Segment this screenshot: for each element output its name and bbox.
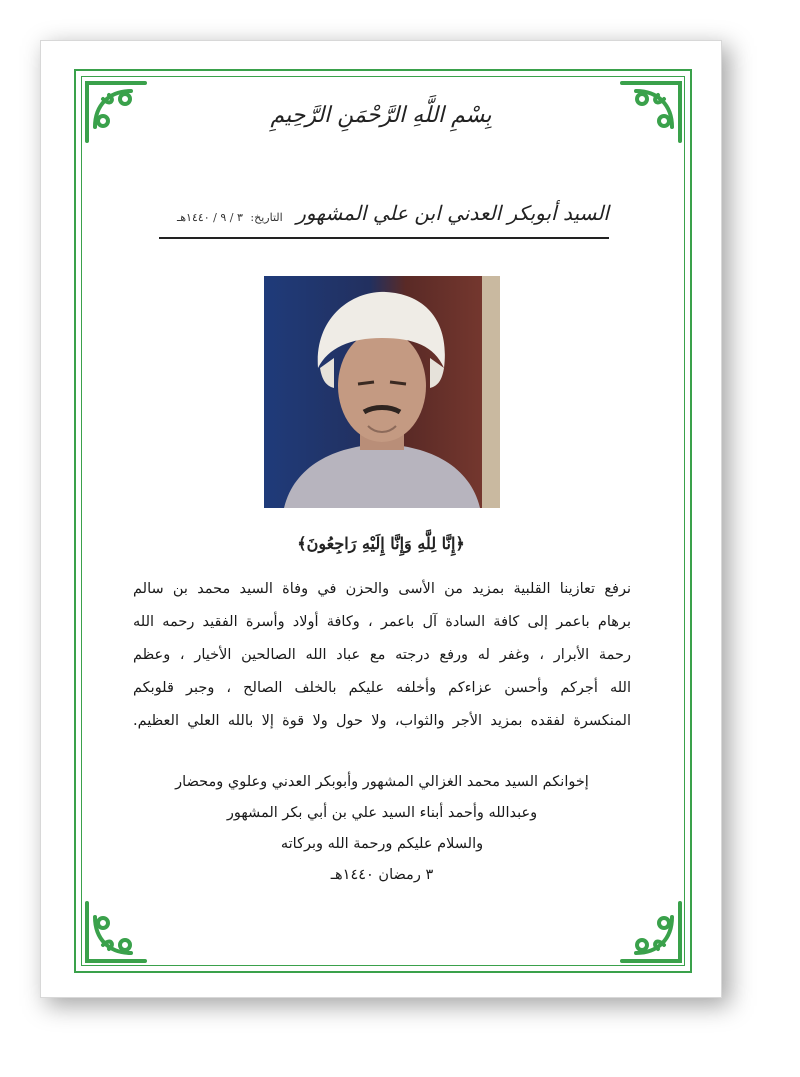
corner-ornament-icon xyxy=(81,77,151,147)
signoff-senders: إخوانكم السيد محمد الغزالي المشهور وأبوبكر العدني وعلوي ومحضار xyxy=(175,774,589,790)
body-line: المنكسرة لفقده بمزيد الأجر والثواب، ولا حول ولا قوة إلا بالله العلي العظيم. xyxy=(133,713,631,729)
body-line: الله أجركم وأحسن عزاءكم وأخلفه عليكم بالخلف الصالح ، وجبر قلوبكم xyxy=(133,680,631,696)
quran-verse: ﴿إِنَّا لِلَّهِ وَإِنَّا إِلَيْهِ رَاجِعُونَ﴾ xyxy=(297,534,465,553)
letter-date xyxy=(177,211,283,224)
signoff-date: ٣ رمضان ١٤٤٠هـ xyxy=(330,867,434,883)
corner-ornament-icon xyxy=(616,897,686,967)
condolence-letter xyxy=(40,40,722,998)
body-line: رحمة الأبرار ، وغفر له ورفع درجته مع عباد الله الصالحين الأخيار ، وعظم xyxy=(133,647,631,663)
corner-ornament-icon xyxy=(81,897,151,967)
body-line: نرفع تعازينا القلبية بمزيد من الأسى والحزن في وفاة السيد محمد بن سالم xyxy=(133,581,631,597)
header-rule xyxy=(159,237,609,239)
signoff-greeting: والسلام عليكم ورحمة الله وبركاته xyxy=(280,836,484,852)
body-line: برهام باعمر إلى كافة السادة آل باعمر ، وكافة أولاد وأسرة الفقيد رحمه الله xyxy=(133,614,631,630)
signoff-block xyxy=(133,767,631,891)
basmala-calligraphy: بِسْمِ اللَّهِ الرَّحْمَنِ الرَّحِيمِ xyxy=(270,103,492,128)
condolence-body xyxy=(133,573,631,738)
date-label: التاريخ: xyxy=(250,211,283,224)
deceased-portrait-photo xyxy=(264,276,500,508)
sender-name: السيد أبوبكر العدني ابن علي المشهور xyxy=(296,201,609,225)
signoff-senders-cont: وعبدالله وأحمد أبناء السيد علي بن أبي بكر المشهور xyxy=(226,805,538,821)
letterhead xyxy=(159,201,609,239)
date-value: ٣ / ٩ / ١٤٤٠هـ xyxy=(177,211,243,224)
corner-ornament-icon xyxy=(616,77,686,147)
